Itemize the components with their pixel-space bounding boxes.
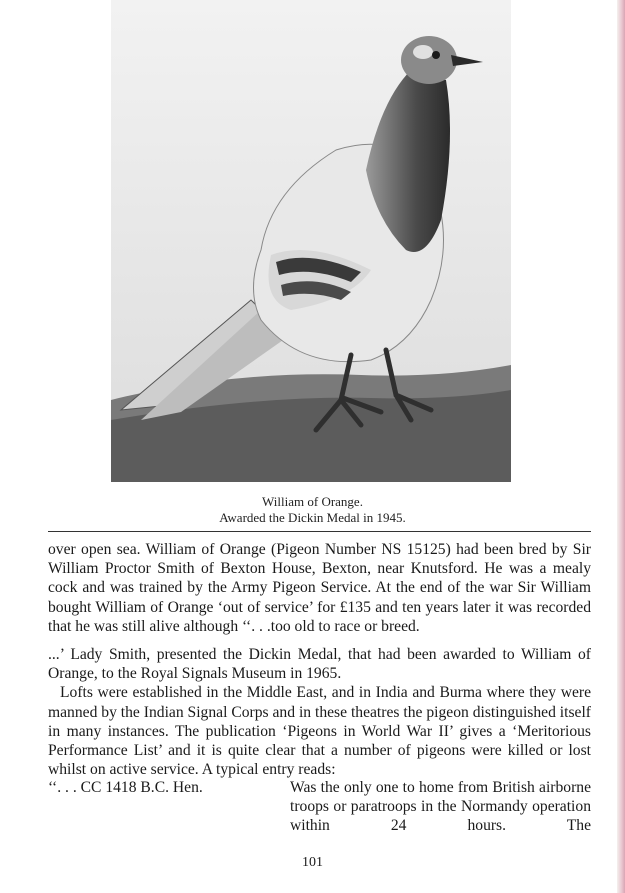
separator-rule [48,531,591,532]
figure-caption [0,494,625,526]
page-number: 101 [302,855,323,870]
pigeon-illustration [111,0,511,482]
entry-description: Was the only one to home from British airborne troops or paratroops in the Normandy operation within 24 hours. The [290,779,591,835]
entry-id: ‘‘. . . CC 1418 B.C. Hen. [48,779,203,796]
caption-title: William of Orange. [262,494,363,509]
paragraph: ...’ Lady Smith, presented the Dickin Medal, that had been awarded to William of Orange, to the Royal Signals Museum in 1965. [48,646,591,683]
body-text [48,540,591,779]
paragraph: over open sea. William of Orange (Pigeon Number NS 15125) had been bred by Sir William Proctor Smith of Bexton House, Bexton, near Knutsford. He was a mealy cock and was trained by the Army Pigeon Service. At the end of the war Sir William bought William of Orange ‘out of service’ for £135 and ten years later it was recorded that he was still alive although ‘‘. . .too old to race or breed. [48,541,591,635]
pigeon-photograph [111,0,511,482]
page-edge [617,0,625,893]
paragraph: Lofts were established in the Middle East, and in India and Burma where they were manned by the Indian Signal Corps and in these theatres the pigeon distinguished itself in many instances. The publication ‘Pigeons in World War II’ gives a ‘Meritorious Performance List’ and it is quite clear that a number of pigeons were killed or lost whilst on active service. A typical entry reads: [48,684,591,779]
caption-subtitle: Awarded the Dickin Medal in 1945. [219,510,406,525]
